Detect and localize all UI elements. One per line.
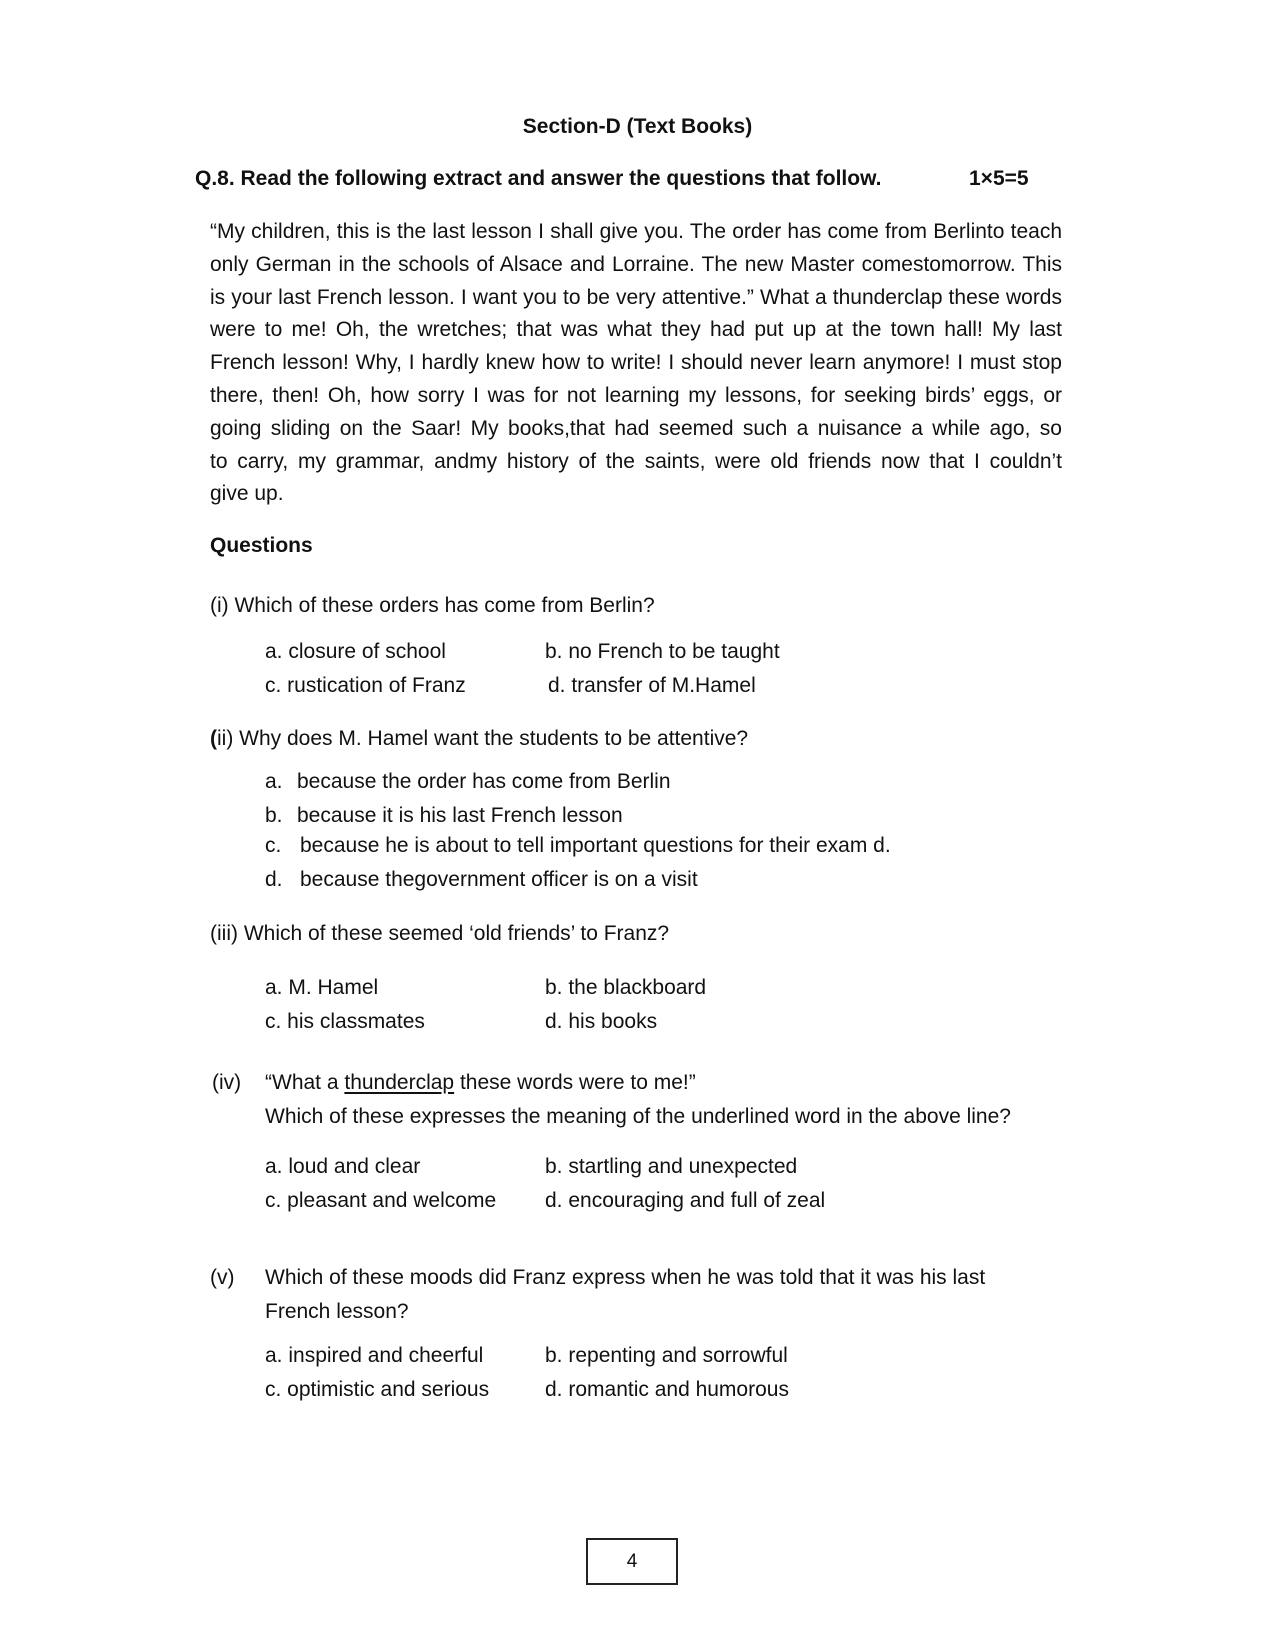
- question-1-option-a: a. closure of school: [265, 640, 446, 663]
- extract-line: going sliding on the Saar! My books,that had seemed such a nuisance a while ago, so: [210, 416, 1062, 440]
- question-5-option-c: c. optimistic and serious: [265, 1378, 490, 1401]
- question-4-quote-pre: “What a: [265, 1071, 345, 1094]
- question-1-option-c: c. rustication of Franz: [265, 674, 466, 697]
- question-2-option-d: because thegovernment officer is on a visit: [300, 868, 698, 891]
- question-2-text: [210, 727, 748, 751]
- extract-line: is your last French lesson. I want you to be very attentive.” What a thunderclap these words: [210, 285, 1062, 309]
- question-8-marks: 1×5=5: [969, 167, 1029, 190]
- extract-line: only German in the schools of Alsace and Lorraine. The new Master comestomorrow. This: [210, 252, 1062, 276]
- question-4-option-d: d. encouraging and full of zeal: [545, 1189, 826, 1212]
- question-5-text-line-1: Which of these moods did Franz express when he was told that it was his last: [265, 1266, 986, 1289]
- question-3-option-a: a. M. Hamel: [265, 976, 379, 999]
- question-3-option-d: d. his books: [545, 1010, 658, 1033]
- question-3-text: (iii) Which of these seemed ‘old friends’ to Franz?: [210, 922, 670, 945]
- question-2-bold-paren: (: [210, 727, 217, 750]
- question-3-option-b: b. the blackboard: [545, 976, 707, 999]
- question-4-quote-post: these words were to me!”: [454, 1071, 696, 1094]
- question-5-text-line-2: French lesson?: [265, 1300, 409, 1323]
- question-4-quote: [265, 1071, 696, 1095]
- section-title: Section-D (Text Books): [522, 115, 753, 138]
- extract-line: were to me! Oh, the wretches; that was what they had put up at the town hall! My last: [210, 318, 1062, 342]
- questions-heading: Questions: [210, 534, 313, 557]
- question-4-number: (iv): [212, 1071, 242, 1094]
- question-4-underlined-word: thunderclap: [344, 1071, 455, 1094]
- question-2-body: ii) Why does M. Hamel want the students to be attentive?: [217, 727, 749, 750]
- question-4-option-a: a. loud and clear: [265, 1155, 421, 1178]
- question-4-option-b: b. startling and unexpected: [545, 1155, 798, 1178]
- extract-line: French lesson! Why, I hardly knew how to write! I should never learn anymore! I must stop: [210, 351, 1062, 375]
- extract-line: to carry, my grammar, andmy history of the saints, were old friends now that I couldn’t: [210, 449, 1062, 473]
- question-5-number: (v): [210, 1266, 235, 1289]
- question-1-option-b: b. no French to be taught: [545, 640, 780, 663]
- question-2-option-d-label: d.: [265, 868, 283, 891]
- question-5-option-b: b. repenting and sorrowful: [545, 1344, 788, 1367]
- question-8-heading: Q.8. Read the following extract and answer the questions that follow.: [195, 167, 882, 190]
- question-5-option-a: a. inspired and cheerful: [265, 1344, 484, 1367]
- question-2-option-b: because it is his last French lesson: [297, 804, 623, 827]
- question-1-option-d: d. transfer of M.Hamel: [548, 674, 756, 697]
- page-number: [586, 1538, 678, 1585]
- extract-line: there, then! Oh, how sorry I was for not learning my lessons, for seeking birds’ eggs, or: [210, 383, 1062, 407]
- question-2-option-c: because he is about to tell important questions for their exam d.: [300, 834, 891, 857]
- question-3-option-c: c. his classmates: [265, 1010, 425, 1033]
- question-2-option-a: because the order has come from Berlin: [297, 770, 671, 793]
- page-number-text: 4: [626, 1550, 638, 1572]
- question-5-option-d: d. romantic and humorous: [545, 1378, 789, 1401]
- question-4-option-c: c. pleasant and welcome: [265, 1189, 497, 1212]
- extract-line: give up.: [210, 482, 284, 506]
- question-4-text: Which of these expresses the meaning of the underlined word in the above line?: [265, 1105, 1011, 1128]
- question-2-option-b-label: b.: [265, 804, 283, 827]
- question-2-option-c-label: c.: [265, 834, 282, 857]
- extract-passage: [210, 216, 1062, 511]
- question-1-text: (i) Which of these orders has come from Berlin?: [210, 594, 655, 617]
- extract-line: “My children, this is the last lesson I shall give you. The order has come from Berlinto teach: [210, 220, 1062, 243]
- question-2-option-a-label: a.: [265, 770, 283, 793]
